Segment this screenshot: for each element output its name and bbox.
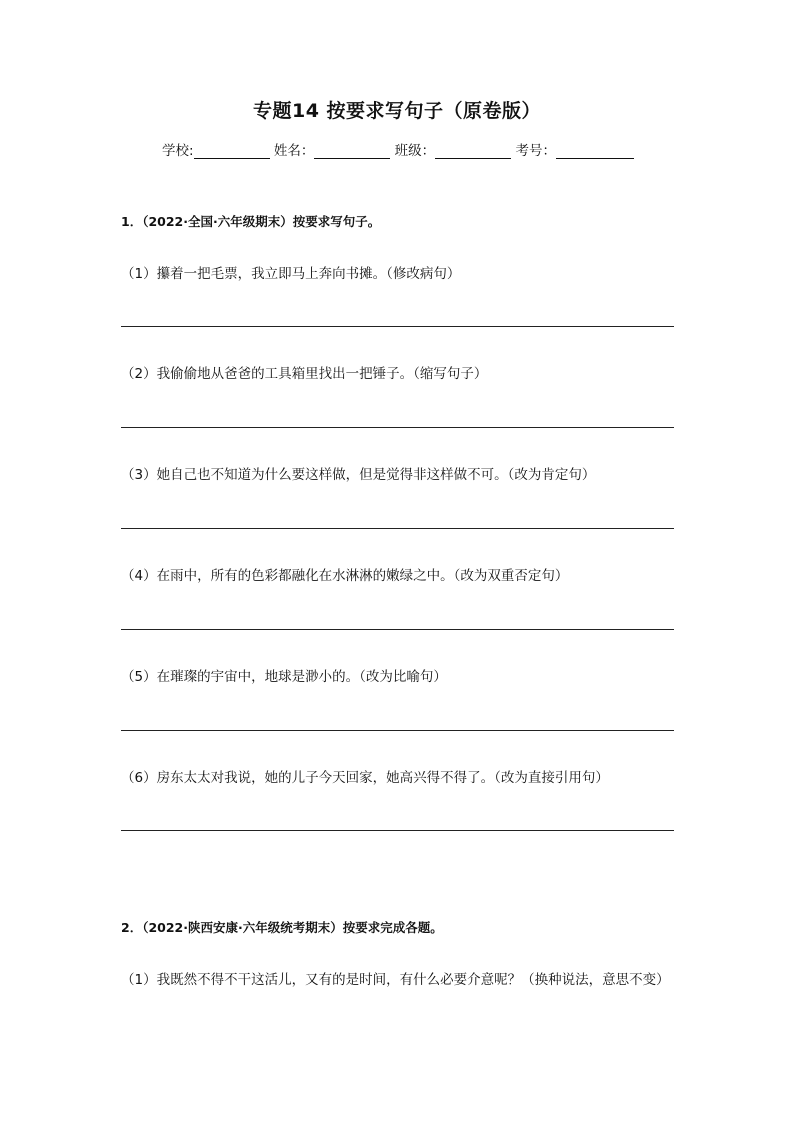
question-1-item-2: （2）我偷偷地从爸爸的工具箱里找出一把锤子。（缩写句子） [121,366,488,382]
answer-line-1-3[interactable] [121,528,674,529]
question-1-item-3: （3）她自己也不知道为什么要这样做，但是觉得非这样做不可。（改为肯定句） [121,467,596,483]
class-label: 班级： [394,143,436,159]
exam-no-blank[interactable] [556,144,634,159]
class-blank[interactable] [435,144,511,159]
school-blank[interactable] [194,144,270,159]
question-2-heading: 2．（2022·陕西安康·六年级统考期末）按要求完成各题。 [121,920,443,935]
answer-line-1-1[interactable] [121,326,674,327]
question-1-item-1: （1）攥着一把毛票，我立即马上奔向书摊。（修改病句） [121,266,461,282]
answer-line-1-4[interactable] [121,629,674,630]
student-info-row [162,139,634,159]
answer-line-1-6[interactable] [121,830,674,831]
question-1-item-5: （5）在璀璨的宇宙中，地球是渺小的。（改为比喻句） [121,669,447,685]
question-1-item-4: （4）在雨中，所有的色彩都融化在水淋淋的嫩绿之中。（改为双重否定句） [121,568,569,584]
school-label: 学校: [162,143,194,159]
answer-line-1-5[interactable] [121,730,674,731]
question-2-item-1: （1）我既然不得不干这活儿，又有的是时间，有什么必要介意呢？（换种说法，意思不变） [121,972,670,988]
exam-no-label: 考号： [515,143,556,159]
question-1-heading: 1．（2022·全国·六年级期末）按要求写句子。 [121,214,381,229]
page-title: 专题14 按要求写句子（原卷版） [252,100,542,122]
name-label: 姓名： [273,143,315,159]
answer-line-1-2[interactable] [121,427,674,428]
question-1-item-6: （6）房东太太对我说，她的儿子今天回家，她高兴得不得了。（改为直接引用句） [121,770,609,786]
name-blank[interactable] [314,144,390,159]
